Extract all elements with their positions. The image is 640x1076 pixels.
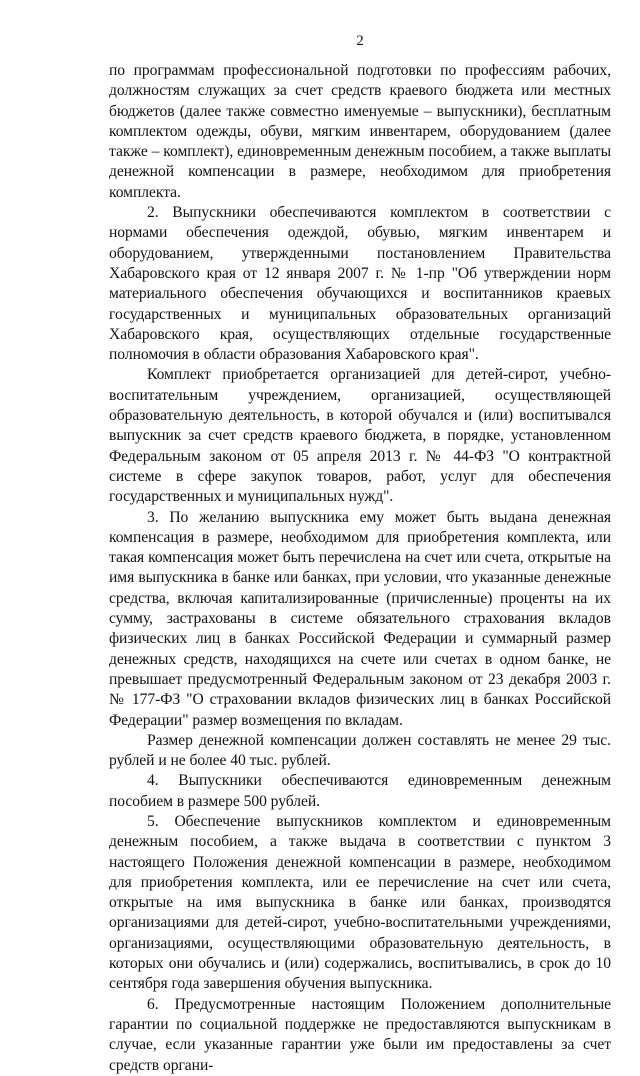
paragraph-compensation-amount: Размер денежной компенсации должен составлять не менее 29 тыс. рублей и не более 40 тыс. рублей.	[109, 731, 611, 770]
paragraph-item-5: 5. Обеспечение выпускников комплектом и единовременным денежным пособием, а также выдача в соответствии с пунктом 3 настоящего Положения денежной компенсации в размере, необходимом для приобретения комплекта, или ее перечисление на счет или счета, открытые на имя выпускника в банке или банках, производятся организациями для детей-сирот, учебно-воспитательными учреждениями, организациями, осуществляющими образовательную деятельность, в которых они обучались и (или) содержались, воспитывались, в срок до 10 сентября года завершения обучения выпускника.	[109, 812, 611, 993]
paragraph-item-6: 6. Предусмотренные настоящим Положением дополнительные гарантии по социальной поддержке не предоставляются выпускникам в случае, если указанные гарантии уже были им предоставлены за счет средств органи-	[109, 995, 611, 1074]
document-body	[109, 61, 611, 1076]
paragraph-intro-continuation: по программам профессиональной подготовки по профессиям рабочих, должностям служащих за счет средств краевого бюджета или местных бюджетов (далее также совместно именуемые – выпускники), бесплатным комплектом одежды, обуви, мягким инвентарем, оборудованием (далее также – комплект), единовременным денежным пособием, а также выплаты денежной компенсации в размере, необходимом для приобретения комплекта.	[109, 62, 611, 201]
page-number: 2	[356, 33, 364, 49]
paragraph-item-2: 2. Выпускники обеспечиваются комплектом в соответствии с нормами обеспечения одеждой, обувью, мягким инвентарем и оборудованием, утвержденными постановлением Правительства Хабаровского края от 12 января 2007 г. № 1-пр "Об утверждении норм материального обеспечения обучающихся и воспитанников краевых государственных и муниципальных образовательных организаций Хабаровского края, осуществляющих отдельные государственные полномочия в области образования Хабаровского края".	[109, 204, 611, 364]
paragraph-item-3: 3. По желанию выпускника ему может быть выдана денежная компенсация в размере, необходимом для приобретения комплекта, или такая компенсация может быть перечислена на счет или счета, открытые на имя выпускника в банке или банках, при условии, что указанные денежные средства, включая капитализированные (причисленные) проценты на их сумму, застрахованы в системе обязательного страхования вкладов физических лиц в банках Российской Федерации и суммарный размер денежных средств, находящихся на счете или счетах в одном банке, не превышает предусмотренный Федеральным законом от 23 декабря 2003 г. № 177-ФЗ "О страховании вкладов физических лиц в банках Российской Федерации" размер возмещения по вкладам.	[109, 508, 611, 729]
paragraph-kit-procurement: Комплект приобретается организацией для детей-сирот, учебно-воспитательным учреждением, организацией, осуществляющей образовательную деятельность, в которой обучался и (или) воспитывался выпускник за счет средств краевого бюджета, в порядке, установленном Федеральным законом от 05 апреля 2013 г. № 44-ФЗ "О контрактной системе в сфере закупок товаров, работ, услуг для обеспечения государственных и муниципальных нужд".	[109, 366, 611, 506]
paragraph-item-4: 4. Выпускники обеспечиваются единовременным денежным пособием в размере 500 рублей.	[109, 772, 611, 810]
